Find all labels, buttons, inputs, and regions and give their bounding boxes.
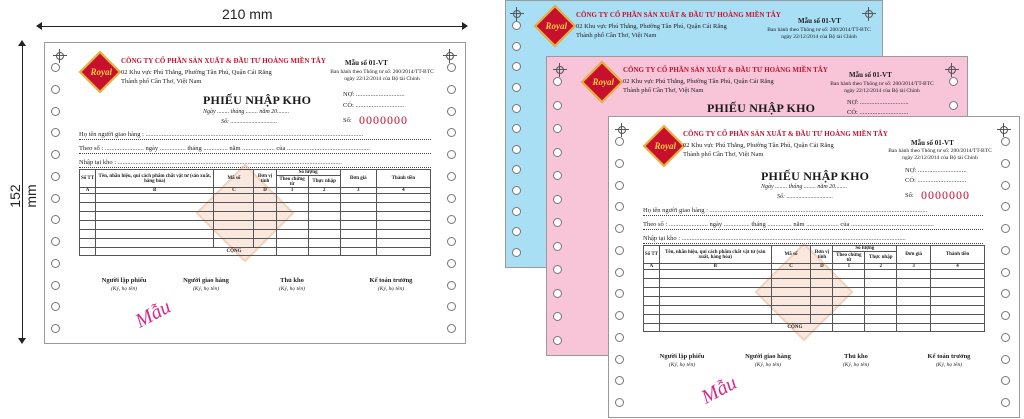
company-name: CÔNG TY CỔ PHẦN SẢN XUẤT & ĐẦU TƯ HOÀNG MIỀN TÂY bbox=[683, 130, 888, 138]
number-line: Số: ............................... bbox=[777, 194, 833, 200]
registration-mark-icon bbox=[510, 7, 524, 21]
debit-field: NỢ: .............................. bbox=[343, 91, 405, 98]
height-dimension-label: 152 mm bbox=[7, 184, 39, 208]
reference-number-field[interactable]: Theo số : ........................ ngày ................ tháng ............... năm .................... của ................................................... bbox=[643, 221, 983, 230]
table-row bbox=[80, 212, 431, 221]
signature-chief-accountant: Kế toán trưởng (Ký, họ tên) bbox=[369, 277, 413, 292]
serial-number: 0000000 bbox=[921, 188, 970, 202]
col-name: Tên, nhãn hiệu, qui cách phẩm chất vật tư (sản xuất, hàng hóa) bbox=[96, 170, 214, 188]
number-line: Số: ............................... bbox=[221, 119, 277, 125]
perforation-holes-left bbox=[615, 137, 627, 407]
registration-mark-icon bbox=[997, 123, 1011, 137]
serial-label: Số: bbox=[905, 192, 914, 199]
company-address-2: Thành phố Cần Thơ, Việt Nam bbox=[121, 78, 202, 85]
company-address-2: Thành phố Cần Thơ, Việt Nam bbox=[623, 87, 704, 94]
table-row bbox=[644, 279, 985, 288]
signature-chief-accountant: Kế toán trưởng (Ký, họ tên) bbox=[927, 353, 971, 368]
width-dimension-label: 210 mm bbox=[222, 6, 273, 22]
col-per-document: Theo chứng từ bbox=[833, 252, 865, 264]
col-amount: Thành tiền bbox=[376, 170, 430, 188]
signature-storekeeper: Thủ kho (Ký, họ tên) bbox=[278, 277, 306, 292]
perforation-holes-left bbox=[512, 21, 524, 257]
date-line: Ngày ........ tháng ........ năm 20........ bbox=[203, 109, 290, 115]
items-table: Số TT Tên, nhãn hiệu, qui cách phẩm chất vật tư (sản xuất, hàng hóa) Mã số Đơn vị tính Số lượng Đơn giá Thành tiền Theo chứng từ Thực nhập A B C D 1 2 3 4 CỘNG bbox=[643, 245, 985, 332]
serial-label: Số: bbox=[343, 117, 352, 124]
company-logo: Royal bbox=[79, 51, 121, 93]
serial-number: 0000000 bbox=[359, 113, 408, 127]
col-per-document: Theo chứng từ bbox=[276, 176, 308, 188]
col-amount: Thành tiền bbox=[931, 246, 985, 264]
table-row bbox=[80, 203, 431, 212]
regulation-note: Ban hành theo Thông tư số: 200/2014/TT-BTC ngày 22/12/2014 của Bộ tài Chính bbox=[767, 27, 871, 40]
perforation-holes-right bbox=[447, 63, 459, 333]
registration-mark-icon bbox=[553, 63, 567, 77]
document-title: PHIẾU NHẬP KHO bbox=[203, 93, 312, 107]
warehouse-field[interactable]: Nhập tại kho : .......................................................................................................................................... bbox=[643, 235, 983, 244]
table-row bbox=[80, 230, 431, 239]
receipt-sheet-front bbox=[44, 42, 466, 344]
credit-field: CÓ: .............................. bbox=[343, 102, 405, 109]
company-address-1: 02 Khu vực Phú Thắng, Phường Tân Phú, Quận Cái Răng bbox=[623, 78, 774, 85]
col-actual: Thực nhập bbox=[865, 252, 897, 264]
company-logo: Royal bbox=[534, 5, 576, 47]
registration-mark-icon bbox=[945, 63, 959, 77]
regulation-note: Ban hành theo Thông tư số: 200/2014/TT-BTC ngày 22/12/2014 của Bộ tài Chính bbox=[330, 69, 434, 82]
signature-preparer: Người lập phiếu (Ký, họ tên) bbox=[101, 277, 147, 292]
document-title: PHIẾU NHẬP KHO bbox=[707, 101, 816, 115]
perforation-holes-left bbox=[51, 63, 63, 333]
registration-mark-icon bbox=[443, 49, 457, 63]
company-name: CÔNG TY CỔ PHẦN SẢN XUẤT & ĐẦU TƯ HOÀNG MIỀN TÂY bbox=[121, 57, 326, 65]
col-name: Tên, nhãn hiệu, qui cách phẩm chất vật tư (sản xuất, hàng hóa) bbox=[659, 246, 771, 264]
date-line: Ngày ........ tháng ........ năm 20........ bbox=[761, 184, 848, 190]
company-address-1: 02 Khu vực Phú Thắng, Phường Tân Phú, Quận Cái Răng bbox=[121, 69, 272, 76]
col-stt: Số TT bbox=[80, 170, 96, 188]
registration-mark-icon bbox=[862, 7, 876, 21]
width-dimension-arrow bbox=[38, 26, 466, 27]
debit-field: NỢ: .............................. bbox=[905, 167, 967, 174]
deliverer-name-field[interactable]: Họ tên người giao hàng : ...................................................................................................................................... bbox=[79, 131, 431, 140]
signature-deliverer: Người giao hàng (Ký, họ tên) bbox=[183, 277, 229, 292]
table-row bbox=[644, 270, 985, 279]
credit-field: CÓ: .............................. bbox=[847, 109, 909, 116]
form-code: Mẫu số 01-VT bbox=[798, 17, 841, 25]
table-row bbox=[644, 288, 985, 297]
col-code: Mã số bbox=[214, 170, 254, 188]
credit-field: CÓ: .............................. bbox=[905, 177, 967, 184]
form-code: Mẫu số 01-VT bbox=[849, 71, 892, 79]
sample-stamp: Mẫu bbox=[697, 371, 741, 409]
registration-mark-icon bbox=[615, 123, 629, 137]
company-logo: Royal bbox=[581, 61, 623, 103]
table-row bbox=[80, 194, 431, 203]
company-address-2: Thành phố Cần Thơ, Việt Nam bbox=[576, 32, 657, 39]
col-unit: Đơn vị tính bbox=[254, 170, 276, 188]
regulation-note: Ban hành theo Thông tư số: 200/2014/TT-BTC ngày 22/12/2014 của Bộ tài Chính bbox=[888, 148, 992, 161]
col-unit: Đơn vị tính bbox=[811, 246, 833, 264]
signature-preparer: Người lập phiếu (Ký, họ tên) bbox=[659, 353, 705, 368]
company-logo: Royal bbox=[643, 125, 685, 167]
sample-stamp: Mẫu bbox=[131, 295, 175, 333]
company-name: CÔNG TY CỔ PHẦN SẢN XUẤT & ĐẦU TƯ HOÀNG MIỀN TÂY bbox=[623, 66, 828, 74]
debit-field: NỢ: .............................. bbox=[847, 99, 909, 106]
form-code: Mẫu số 01-VT bbox=[911, 139, 954, 147]
col-price: Đơn giá bbox=[897, 246, 931, 264]
col-quantity: Số lượng bbox=[276, 170, 340, 176]
document-title: PHIẾU NHẬP KHO bbox=[761, 169, 870, 183]
regulation-note: Ban hành theo Thông tư số: 200/2014/TT-BTC ngày 22/12/2014 của Bộ tài Chính bbox=[830, 81, 934, 94]
company-name: CÔNG TY CỔ PHẦN SẢN XUẤT & ĐẦU TƯ HOÀNG MIỀN TÂY bbox=[576, 11, 781, 19]
col-stt: Số TT bbox=[644, 246, 660, 264]
total-label: CỘNG bbox=[96, 248, 277, 256]
signature-storekeeper: Thủ kho (Ký, họ tên) bbox=[842, 353, 870, 368]
total-label: CỘNG bbox=[659, 324, 832, 332]
deliverer-name-field[interactable]: Họ tên người giao hàng : ...................................................................................................................................... bbox=[643, 207, 983, 216]
registration-mark-icon bbox=[53, 49, 67, 63]
perforation-holes-left bbox=[553, 77, 565, 345]
company-address-1: 02 Khu vực Phú Thắng, Phường Tân Phú, Quận Cái Răng bbox=[683, 142, 834, 149]
perforation-holes-right bbox=[1001, 137, 1013, 407]
items-table: Số TT Tên, nhãn hiệu, qui cách phẩm chất vật tư (sản xuất, hàng hóa) Mã số Đơn vị tính Số lượng Đơn giá Thành tiền Theo chứng từ Thực nhập A B C D 1 2 3 4 CỘNG bbox=[79, 169, 431, 256]
signature-deliverer: Người giao hàng (Ký, họ tên) bbox=[745, 353, 791, 368]
col-actual: Thực nhập bbox=[308, 176, 340, 188]
reference-number-field[interactable]: Theo số : ........................ ngày ................ tháng ............... năm .................... của ................................................... bbox=[79, 145, 431, 154]
warehouse-field[interactable]: Nhập tại kho : .......................................................................................................................................... bbox=[79, 159, 431, 168]
receipt-sheet-white-copy bbox=[608, 116, 1020, 418]
table-row bbox=[644, 315, 985, 324]
table-row bbox=[644, 306, 985, 315]
company-address-2: Thành phố Cần Thơ, Việt Nam bbox=[683, 151, 764, 158]
col-quantity: Số lượng bbox=[833, 246, 897, 252]
col-price: Đơn giá bbox=[340, 170, 376, 188]
company-address-1: 02 Khu vực Phú Thắng, Phường Tân Phú, Quận Cái Răng bbox=[576, 23, 727, 30]
table-row bbox=[644, 297, 985, 306]
col-code: Mã số bbox=[771, 246, 811, 264]
table-row bbox=[80, 221, 431, 230]
form-code: Mẫu số 01-VT bbox=[345, 59, 388, 67]
table-row bbox=[80, 239, 431, 248]
